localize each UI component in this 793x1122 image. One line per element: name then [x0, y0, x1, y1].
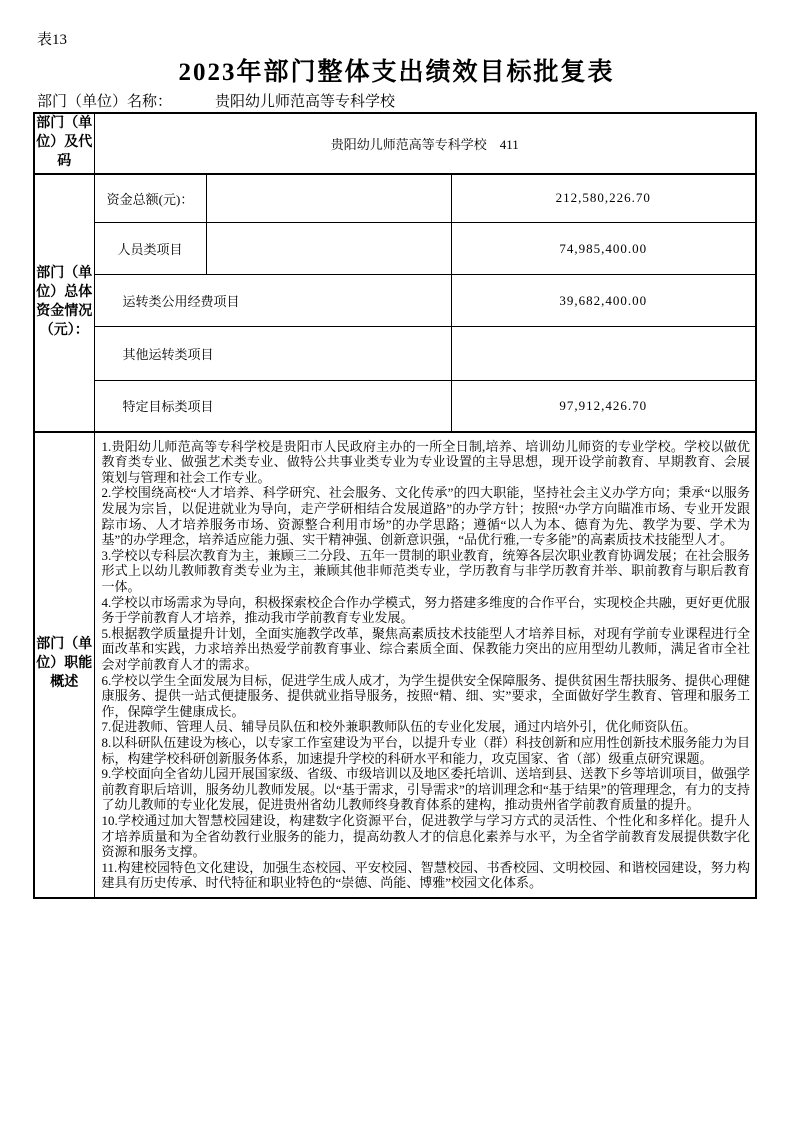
dept-name-value: 贵阳幼儿师范高等专科学校 [215, 94, 396, 110]
overview-row [34, 432, 756, 898]
overview-paragraph-8: 8.以科研队伍建设为核心，以专家工作室建设为平台，以提升专业（群）科技创新和应用性创新技术服务能力为目标，构建学校科研创新服务体系，加速提升学校的科研水平和能力，攻克国家、省（部）级重点研究课题。 [101, 734, 750, 766]
dept-code-row [34, 113, 756, 174]
funds-total-row [34, 174, 756, 223]
overview-section-label: 部门（单位）职能概述 [34, 432, 94, 898]
other-operating-row [34, 327, 756, 381]
table-number: 表13 [37, 32, 68, 48]
personnel-spacer-cell [206, 223, 451, 275]
overview-text-cell [94, 432, 756, 898]
dept-name-line [37, 90, 395, 111]
specific-target-value: 97,912,426.70 [451, 381, 756, 432]
personnel-row [34, 223, 756, 275]
overview-paragraph-4: 4.学校以市场需求为导向，积极探索校企合作办学模式，努力搭建多维度的合作平台，实现校企共融，更好更优服务于学前教育人才培养，推动我市学前教育专业发展。 [101, 594, 750, 626]
operating-expense-label: 运转类公用经费项目 [94, 275, 451, 327]
other-operating-label: 其他运转类项目 [94, 327, 451, 381]
funds-section-label: 部门（单位）总体资金情况（元）： [34, 174, 94, 432]
performance-target-table [33, 112, 757, 899]
overview-paragraph-11: 11.构建校园特色文化建设，加强生态校园、平安校园、智慧校园、书香校园、文明校园、和谐校园建设，努力构建具有历史传承、时代特征和职业特色的“崇德、尚能、博雅”校园文化体系。 [101, 859, 750, 891]
personnel-label: 人员类项目 [94, 223, 206, 275]
personnel-value: 74,985,400.00 [451, 223, 756, 275]
dept-code-label: 部门（单位）及代码 [34, 113, 94, 174]
overview-paragraph-9: 9.学校面向全省幼儿园开展国家级、省级、市级培训以及地区委托培训、送培到县、送教下乡等培训项目，做强学前教育职后培训，服务幼儿教师发展。以“基于需求，引导需求”的培训理念和“基于结果”的管理理念，有力的支持了幼儿教师的专业化发展，促进贵州省幼儿教师终身教育体系的建构，推动贵州省学前教育质量的提升。 [101, 766, 750, 813]
other-operating-value [451, 327, 756, 381]
overview-paragraph-5: 5.根据教学质量提升计划，全面实施教学改革，聚焦高素质技术技能型人才培养目标，对现有学前专业课程进行全面改革和实践，力求培养出热爱学前教育事业、综合素质全面、保教能力突出的应用型幼儿教师，满足省市全社会对学前教育人才的需求。 [101, 625, 750, 672]
overview-paragraph-7: 7.促进教师、管理人员、辅导员队伍和校外兼职教师队伍的专业化发展，通过内培外引，优化师资队伍。 [101, 719, 697, 735]
page-title: 2023年部门整体支出绩效目标批复表 [178, 59, 615, 86]
dept-code-value: 贵阳幼儿师范高等专科学校 411 [94, 113, 756, 174]
funds-total-label: 资金总额(元)： [94, 174, 206, 223]
specific-target-row [34, 381, 756, 432]
dept-name-label: 部门（单位）名称： [37, 94, 173, 110]
overview-paragraph-1: 1.贵阳幼儿师范高等专科学校是贵阳市人民政府主办的一所全日制,培养、培训幼儿师资的专业学校。学校以做优教育类专业、做强艺术类专业、做特公共事业类专业为专业设置的主导思想，现开设学前教育、早期教育、会展策划与管理和社会工作专业。 [101, 438, 750, 485]
overview-paragraph-10: 10.学校通过加大智慧校园建设，构建数字化资源平台，促进教学与学习方式的灵活性、个性化和多样化。提升人才培养质量和为全省幼教行业服务的能力，提高幼教人才的信息化素养与水平，为全省学前教育发展提供数字化资源和服务支撑。 [101, 812, 750, 860]
overview-paragraph-2: 2.学校围绕高校“人才培养、科学研究、社会服务、文化传承”的四大职能，坚持社会主义办学方向；秉承“以服务发展为宗旨，以促进就业为导向，走产学研相结合发展道路”的办学方针；按照“办学方向瞄准市场、专业开发跟踪市场、人才培养服务市场、资源整合利用市场”的办学思路；遵循“以人为本、德育为先、教学为要、学术为基”的办学理念，培养适应能力强、实干精神强、创新意识强，“品优行雅,一专多能”的高素质技术技能型人才。 [101, 485, 750, 548]
overview-paragraph-3: 3.学校以专科层次教育为主，兼顾三二分段、五年一贯制的职业教育，统筹各层次职业教育协调发展；在社会服务形式上以幼儿教师教育类专业为主，兼顾其他非师范类专业，学历教育与非学历教育并举、职前教育与职后教育一体。 [101, 547, 750, 595]
specific-target-label: 特定目标类项目 [94, 381, 451, 432]
overview-paragraph-6: 6.学校以学生全面发展为目标，促进学生成人成才，为学生提供安全保障服务、提供贫困生帮扶服务、提供心理健康服务、提供一站式便捷服务、提供就业指导服务，按照“精、细、实”要求，全面做好学生教育、管理和服务工作，保障学生健康成长。 [101, 672, 750, 719]
operating-expense-value: 39,682,400.00 [451, 275, 756, 327]
operating-expense-row [34, 275, 756, 327]
funds-total-value: 212,580,226.70 [451, 174, 756, 223]
funds-total-spacer-cell [206, 174, 451, 223]
